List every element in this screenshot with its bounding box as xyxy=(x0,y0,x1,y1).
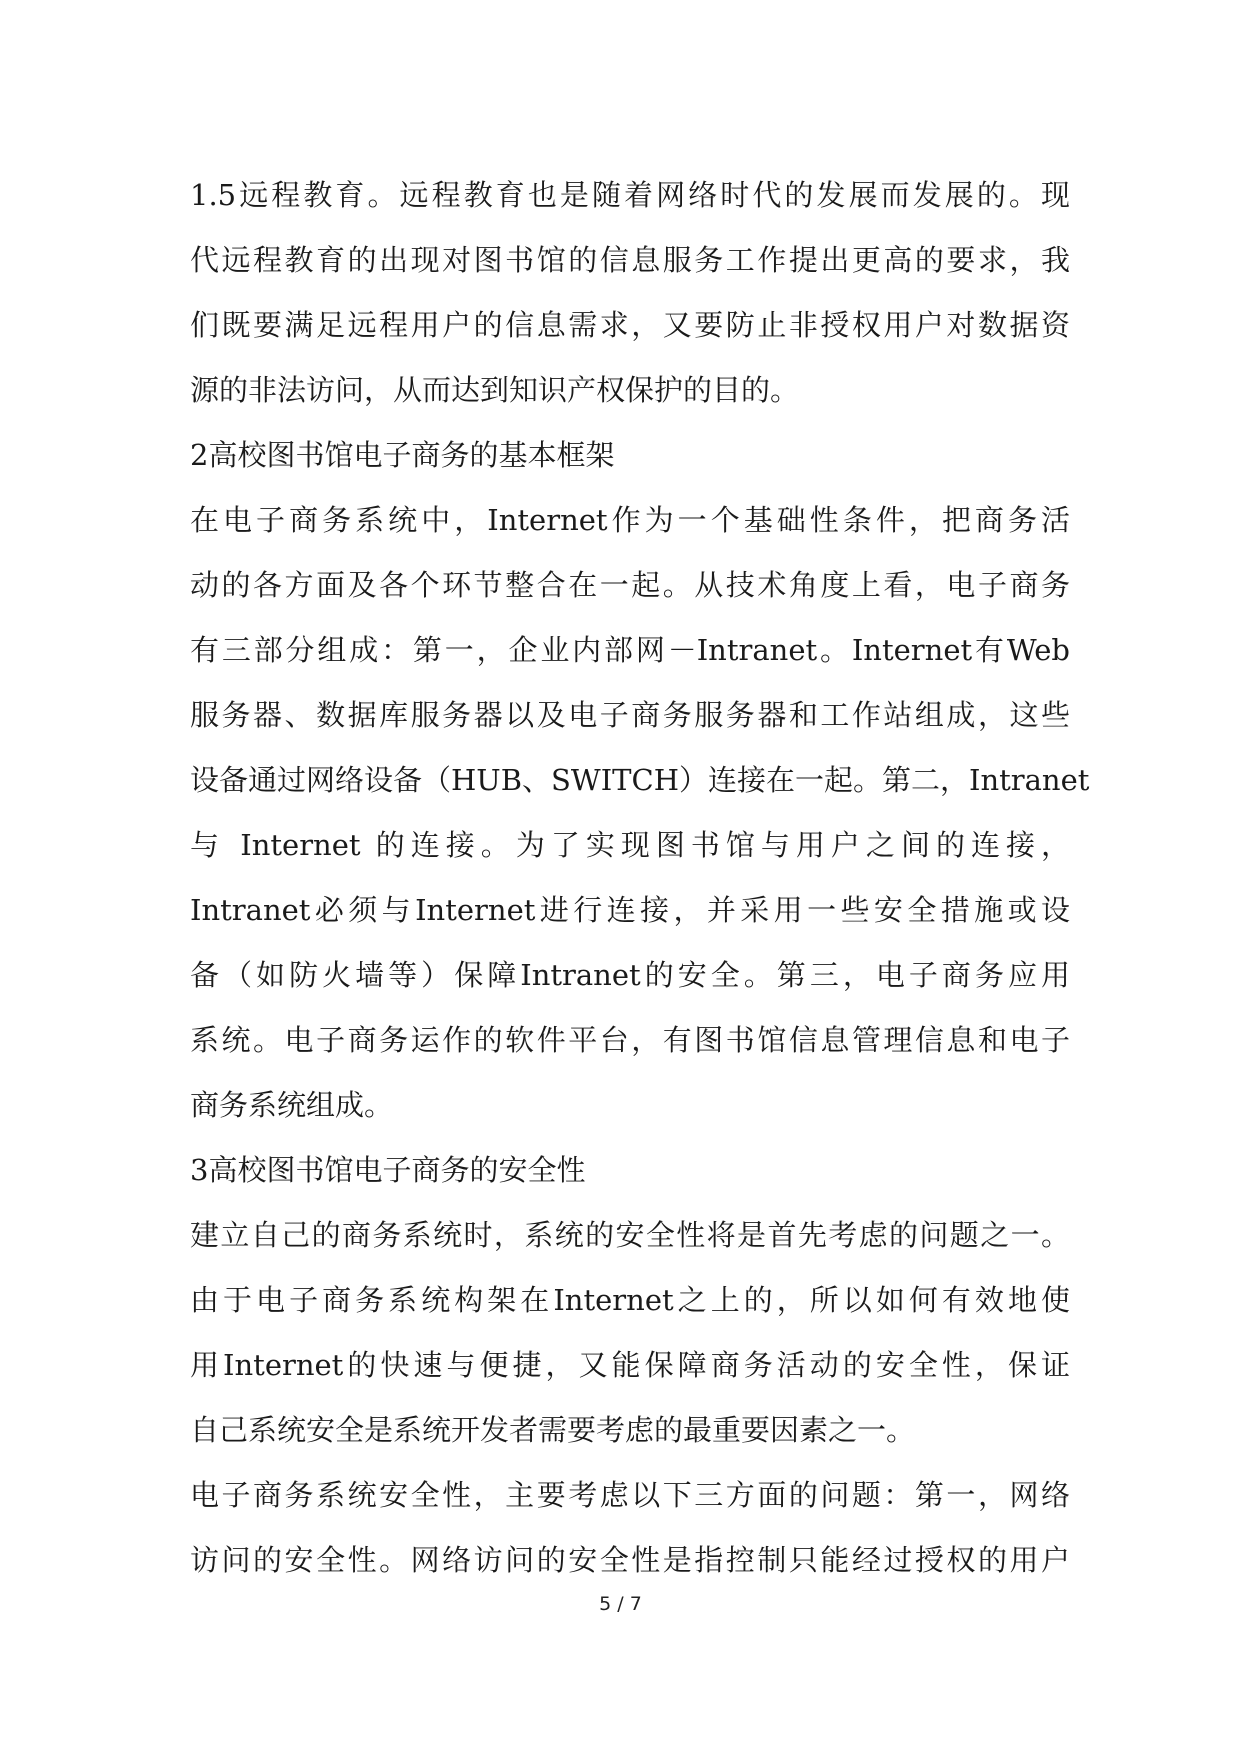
text-line: 服务器、数据库服务器以及电子商务服务器和工作站组成，这些 xyxy=(190,698,1070,732)
page-number: 5 / 7 xyxy=(599,1593,642,1615)
text-line: 2高校图书馆电子商务的基本框架 xyxy=(190,438,615,472)
text-line: 动的各方面及各个环节整合在一起。从技术角度上看，电子商务 xyxy=(190,568,1070,602)
text-line: 与 Internet 的连接。为了实现图书馆与用户之间的连接， xyxy=(190,828,1070,862)
text-line: Intranet必须与Internet进行连接，并采用一些安全措施或设 xyxy=(190,893,1070,927)
text-line: 有三部分组成：第一，企业内部网－Intranet。Internet有Web xyxy=(190,633,1070,667)
text-line: 建立自己的商务系统时，系统的安全性将是首先考虑的问题之一。 xyxy=(190,1218,1070,1252)
document-body xyxy=(190,163,1090,1593)
text-line: 在电子商务系统中，Internet作为一个基础性条件，把商务活 xyxy=(190,503,1070,537)
text-line: 商务系统组成。 xyxy=(190,1088,394,1122)
text-line: 电子商务系统安全性，主要考虑以下三方面的问题：第一，网络 xyxy=(190,1478,1070,1512)
text-line: 源的非法访问，从而达到知识产权保护的目的。 xyxy=(190,373,800,407)
text-line: 自己系统安全是系统开发者需要考虑的最重要因素之一。 xyxy=(190,1413,916,1447)
text-line: 1.5远程教育。远程教育也是随着网络时代的发展而发展的。现 xyxy=(190,178,1070,212)
text-line: 代远程教育的出现对图书馆的信息服务工作提出更高的要求，我 xyxy=(190,243,1070,277)
text-line: 们既要满足远程用户的信息需求，又要防止非授权用户对数据资 xyxy=(190,308,1070,342)
text-line: 系统。电子商务运作的软件平台，有图书馆信息管理信息和电子 xyxy=(190,1023,1070,1057)
text-line: 用Internet的快速与便捷，又能保障商务活动的安全性，保证 xyxy=(190,1348,1070,1382)
text-line: 设备通过网络设备（HUB、SWITCH）连接在一起。第二，Intranet xyxy=(190,763,1090,797)
text-line: 3高校图书馆电子商务的安全性 xyxy=(190,1153,586,1187)
text-line: 备（如防火墙等）保障Intranet的安全。第三，电子商务应用 xyxy=(190,958,1070,992)
text-line: 访问的安全性。网络访问的安全性是指控制只能经过授权的用户 xyxy=(190,1543,1070,1577)
text-line: 由于电子商务系统构架在Internet之上的，所以如何有效地使 xyxy=(190,1283,1070,1317)
